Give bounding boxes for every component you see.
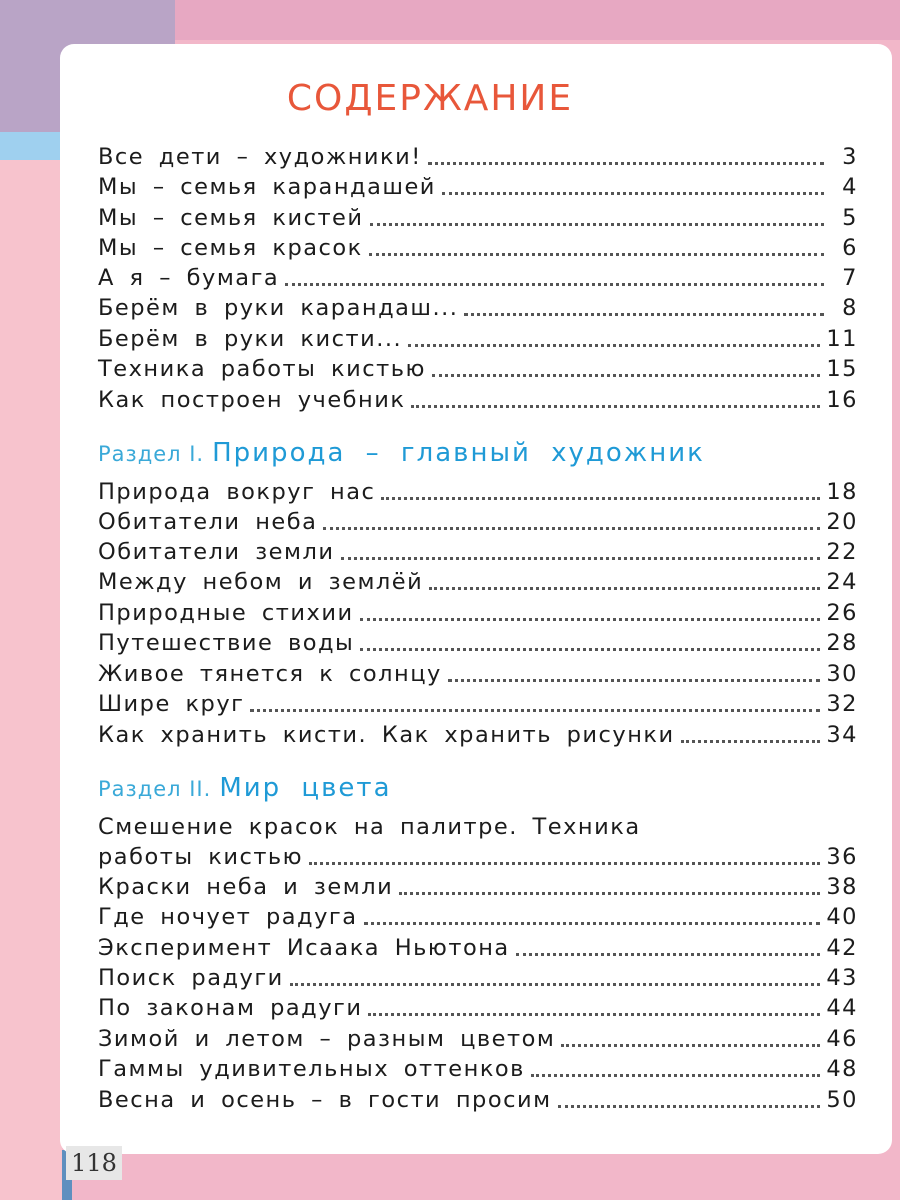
dot-leader: [429, 587, 820, 590]
toc-page: 8: [842, 295, 858, 321]
page-title: СОДЕРЖАНИЕ: [286, 78, 574, 119]
toc-page: 5: [842, 205, 858, 231]
dot-leader: [369, 253, 824, 256]
toc-page: 26: [826, 600, 858, 626]
dot-leader: [381, 497, 820, 500]
dot-leader: [250, 709, 820, 712]
toc-page: 38: [826, 874, 858, 900]
toc-item[interactable]: Природа вокруг нас 18: [98, 479, 858, 505]
toc-item[interactable]: Где ночует радуга 40: [98, 904, 858, 930]
dot-leader: [432, 374, 820, 377]
toc-item[interactable]: Живое тянется к солнцу 30: [98, 661, 858, 687]
toc-page: 3: [842, 144, 858, 170]
dot-leader: [448, 679, 821, 682]
toc-page: 16: [826, 387, 858, 413]
dot-leader: [285, 283, 824, 286]
dot-leader: [360, 618, 821, 621]
background-pink-band: [175, 0, 900, 40]
toc-item[interactable]: Берём в руки карандаш... 8: [98, 295, 858, 321]
toc-item[interactable]: Техника работы кистью 15: [98, 356, 858, 382]
toc-item[interactable]: Путешествие воды 28: [98, 630, 858, 656]
section-heading-1: [98, 436, 705, 470]
toc-item[interactable]: Краски неба и земли 38: [98, 874, 858, 900]
dot-leader: [681, 740, 821, 743]
toc-item[interactable]: Мы – семья красок 6: [98, 235, 858, 261]
dot-leader: [411, 405, 820, 408]
toc-page: 46: [826, 1026, 858, 1052]
toc-item[interactable]: А я – бумага 7: [98, 265, 858, 291]
toc-item[interactable]: Поиск радуги 43: [98, 965, 858, 991]
dot-leader: [323, 527, 820, 530]
toc-item[interactable]: Природные стихии 26: [98, 600, 858, 626]
dot-leader: [408, 344, 820, 347]
dot-leader: [399, 892, 820, 895]
toc-page: 44: [826, 995, 858, 1021]
toc-item[interactable]: Все дети – художники! 3: [98, 144, 858, 170]
toc-page: 36: [826, 844, 858, 870]
toc-page: 48: [826, 1056, 858, 1082]
toc-item[interactable]: Зимой и летом – разным цветом 46: [98, 1026, 858, 1052]
toc-page: 28: [826, 630, 858, 656]
toc-item[interactable]: Берём в руки кисти... 11: [98, 326, 858, 352]
section-label: Раздел II.: [98, 777, 212, 801]
toc-item[interactable]: Обитатели земли 22: [98, 539, 858, 565]
section-name: Природа – главный художник: [212, 438, 705, 468]
dot-leader: [442, 192, 824, 195]
dot-leader: [516, 953, 821, 956]
toc-page: 34: [826, 722, 858, 748]
toc-page: 43: [826, 965, 858, 991]
toc-page: 40: [826, 904, 858, 930]
dot-leader: [341, 557, 821, 560]
toc-page: 42: [826, 935, 858, 961]
toc-page: 32: [826, 691, 858, 717]
toc-page: 24: [826, 569, 858, 595]
toc-page: 11: [826, 326, 858, 352]
toc-page: 6: [842, 235, 858, 261]
dot-leader: [364, 922, 821, 925]
section-label: Раздел I.: [98, 442, 205, 466]
dot-leader: [360, 648, 820, 651]
toc-item[interactable]: Мы – семья кистей 5: [98, 205, 858, 231]
toc-page: 4: [842, 174, 858, 200]
toc-item[interactable]: работы кистью 36: [98, 844, 858, 870]
toc-item[interactable]: Как построен учебник 16: [98, 387, 858, 413]
toc-item[interactable]: Эксперимент Исаака Ньютона 42: [98, 935, 858, 961]
dot-leader: [531, 1074, 820, 1077]
toc-item[interactable]: Шире круг 32: [98, 691, 858, 717]
toc-page: 22: [826, 539, 858, 565]
dot-leader: [370, 223, 824, 226]
toc-page: 18: [826, 479, 858, 505]
toc-item[interactable]: Как хранить кисти. Как хранить рисунки 34: [98, 722, 858, 748]
dot-leader: [464, 313, 824, 316]
dot-leader: [561, 1044, 820, 1047]
page-number: 118: [66, 1146, 122, 1180]
dot-leader: [290, 983, 821, 986]
dot-leader: [309, 862, 820, 865]
toc-page: 7: [842, 265, 858, 291]
toc-item[interactable]: Мы – семья карандашей 4: [98, 174, 858, 200]
toc-page: 50: [826, 1087, 858, 1113]
toc-page: 15: [826, 356, 858, 382]
toc-item-first-line[interactable]: Смешение красок на палитре. Техника: [98, 814, 641, 840]
dot-leader: [368, 1013, 820, 1016]
section-name: Мир цвета: [219, 773, 392, 803]
toc-item[interactable]: По законам радуги 44: [98, 995, 858, 1021]
dot-leader: [428, 162, 824, 165]
toc-item[interactable]: Между небом и землёй 24: [98, 569, 858, 595]
toc-page: 30: [826, 661, 858, 687]
section-heading-2: [98, 771, 392, 805]
toc-item[interactable]: Весна и осень – в гости просим 50: [98, 1087, 858, 1113]
dot-leader: [558, 1105, 821, 1108]
toc-item[interactable]: Гаммы удивительных оттенков 48: [98, 1056, 858, 1082]
background-left-band: [0, 160, 62, 1200]
toc-item[interactable]: Обитатели неба 20: [98, 509, 858, 535]
toc-page: 20: [826, 509, 858, 535]
